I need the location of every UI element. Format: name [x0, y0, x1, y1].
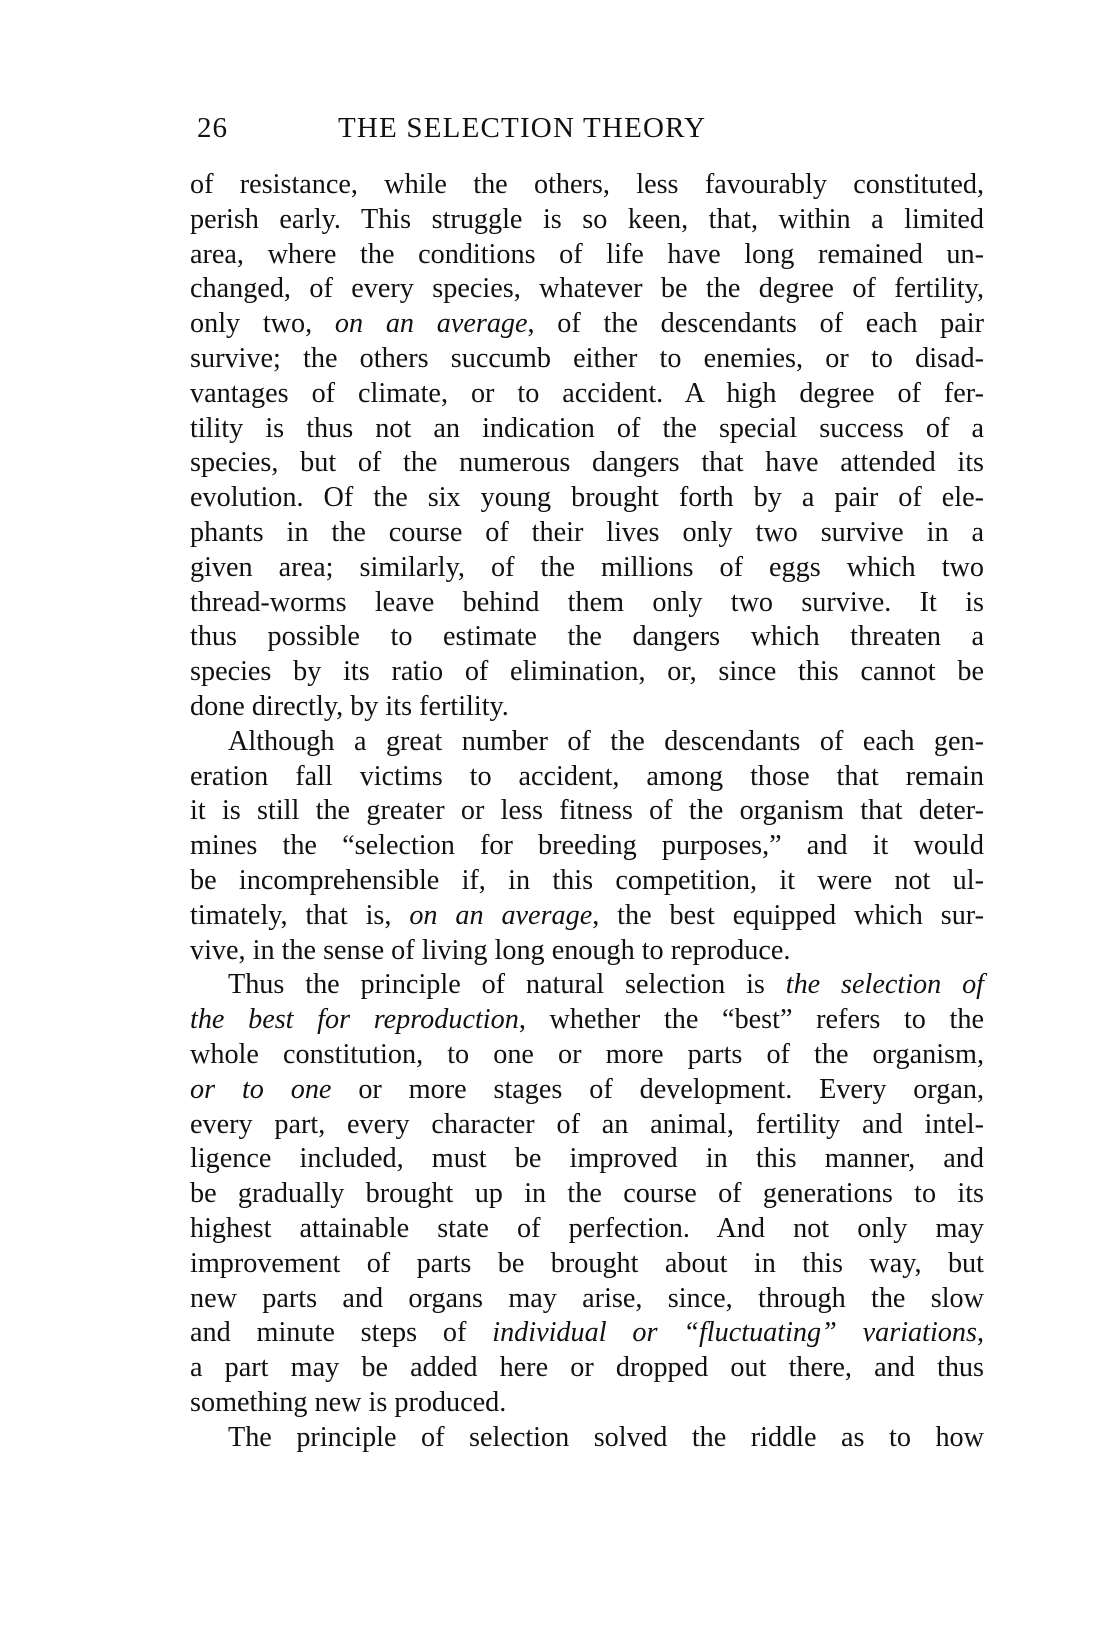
text-line: or to one or more stages of development. Every organ,: [190, 1073, 985, 1105]
text-line: species, but of the numerous dangers that have attended its: [190, 447, 984, 479]
text-line: given area; similarly, of the millions of eggs which two: [190, 551, 984, 583]
page-number: 26: [197, 112, 228, 144]
text-line: a part may be added here or dropped out there, and thus: [190, 1352, 984, 1384]
text-line: mines the “selection for breeding purposes,” and it would: [190, 830, 984, 862]
text-line: perish early. This struggle is so keen, that, within a limited: [190, 203, 984, 235]
text-line: timately, that is, on an average, the best equipped which sur-: [190, 899, 984, 931]
paragraph-1: [190, 168, 984, 725]
text-line: done directly, by its fertility.: [190, 690, 509, 722]
text-line: eration fall victims to accident, among those that remain: [190, 760, 984, 792]
text-line: something new is produced.: [190, 1386, 507, 1418]
text-line: vive, in the sense of living long enough to reproduce.: [190, 934, 791, 966]
text-line: and minute steps of individual or “fluctuating” variations,: [190, 1317, 984, 1349]
paragraph-2: [190, 725, 984, 969]
running-head: [0, 110, 1100, 150]
text-line: vantages of climate, or to accident. A high degree of fer-: [190, 377, 984, 409]
text-line: highest attainable state of perfection. And not only may: [190, 1212, 984, 1244]
text-line: area, where the conditions of life have long remained un-: [190, 238, 984, 270]
paragraph-4: [190, 1421, 984, 1456]
text-line: the best for reproduction, whether the “best” refers to the: [190, 1004, 984, 1036]
text-line: ligence included, must be improved in this manner, and: [190, 1143, 984, 1175]
text-line: survive; the others succumb either to enemies, or to disad-: [190, 342, 984, 374]
paragraph-3: [190, 968, 984, 1420]
text-line: thus possible to estimate the dangers which threaten a: [190, 621, 984, 653]
text-line: thread-worms leave behind them only two survive. It is: [190, 586, 984, 618]
text-line: of resistance, while the others, less favourably constituted,: [190, 169, 984, 200]
text-line: Thus the principle of natural selection is the selection of: [228, 969, 984, 1001]
text-line: be incomprehensible if, in this competition, it were not ul-: [190, 864, 984, 896]
body-text: [190, 168, 984, 1455]
text-line: whole constitution, to one or more parts of the organism,: [190, 1038, 984, 1070]
running-title: THE SELECTION THEORY: [338, 112, 707, 144]
text-line: only two, on an average, of the descendants of each pair: [190, 308, 984, 340]
text-line: changed, of every species, whatever be the degree of fertility,: [190, 273, 984, 305]
text-line: it is still the greater or less fitness of the organism that deter-: [190, 795, 984, 827]
text-line: phants in the course of their lives only two survive in a: [190, 516, 984, 548]
text-line: tility is thus not an indication of the special success of a: [190, 412, 984, 444]
text-line: be gradually brought up in the course of generations to its: [190, 1178, 984, 1210]
text-line: species by its ratio of elimination, or, since this cannot be: [190, 656, 984, 688]
text-line: evolution. Of the six young brought forth by a pair of ele-: [190, 482, 984, 514]
text-line: improvement of parts be brought about in this way, but: [190, 1247, 984, 1279]
text-line: every part, every character of an animal, fertility and intel-: [190, 1108, 984, 1140]
text-line: The principle of selection solved the riddle as to how: [228, 1421, 984, 1453]
text-line: Although a great number of the descendants of each gen-: [228, 725, 984, 757]
text-line: new parts and organs may arise, since, through the slow: [190, 1282, 984, 1314]
